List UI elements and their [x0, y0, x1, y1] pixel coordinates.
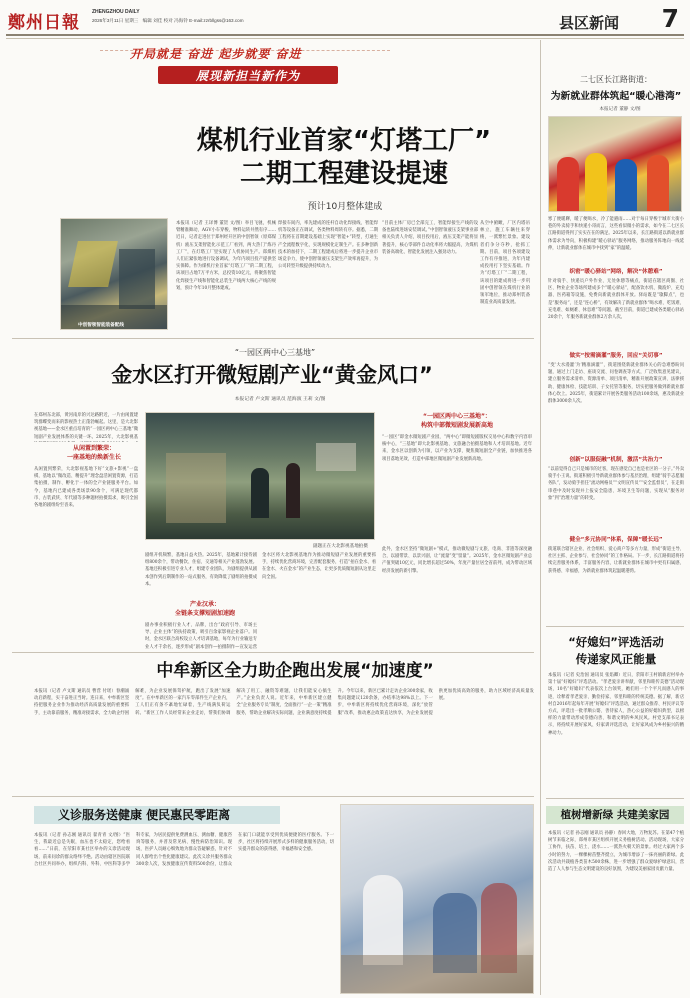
- article2-subhead3-a: “一园区两中心三基地”：: [423, 413, 491, 420]
- set-building-shape: [166, 453, 226, 523]
- divider-3: [12, 796, 534, 797]
- article2-kicker: “一园区两中心三基地”: [234, 348, 316, 357]
- side1-p2: 针对骑手、快递员户外作业、无处休憩等痛点，街道在辖区商圈、社区、物业企业等场所建成多个“暖心驿站”，配备饮水机、微波炉、充电器、医药箱等设施，免费向新就业群体开放。驿站既是“歇脚点”，也是“服务站”，还是“连心桥”，有效解决了新就业群体“喝水难、吃饭难、充电难、如厕难、休息难”等问题。截至目前，街道已建成各类暖心驿站20余个，年服务新就业群体2万余人次。: [548, 279, 684, 321]
- article2-subhead2: [155, 600, 255, 618]
- machine-shape: [119, 249, 155, 309]
- divider-1: [12, 338, 534, 339]
- newspaper-logo: [8, 8, 80, 33]
- article2-subhead1: [44, 444, 144, 462]
- masthead-rule-thin: [6, 38, 684, 39]
- article2-byline: 本报记者 卢文斯 通讯员 范海演 王莉 文/图: [234, 397, 326, 402]
- divider-2: [12, 652, 534, 653]
- article1-subtitle: 预计10月整体建成: [307, 202, 383, 212]
- side2-headline-line2: 传递家风正能量: [575, 652, 657, 666]
- clinic-photo: [340, 804, 534, 994]
- side1-subhead3: 创新“以服促融”机制，激活“共治力”: [569, 457, 663, 463]
- dateline: 2026年3月11日 星期三: [92, 18, 139, 23]
- section-header: [553, 6, 683, 32]
- person-shape: [251, 468, 269, 518]
- article1-col4: 从空中俯瞰，厂区内塔吊林立，施工车辆往来穿梭，一派繁忙景象。建设者们争分夺秒，抢抓工期。目前，项目各项建设工作有序推进，为年内建成投用打下坚实基础。作为“灯塔工厂”二期工程，该项目的建成将进一步巩固中创智领在煤机行业的领军地位，推动郑州装备制造业高质量发展。: [480, 221, 530, 306]
- article2-subhead1-b: 一座基地的焕新生长: [66, 454, 121, 461]
- table-shape: [341, 955, 534, 994]
- worker-shape-4: [647, 155, 669, 212]
- article1-headline: [148, 125, 540, 191]
- article1-headline-line1: 煤机行业首家“灯塔工厂”: [196, 126, 492, 156]
- article2-p5: 剧办事业积极行业人才、品牌，出台“政府引导、市场主导、企业主体”的扶持政策，吸引百余家影视企业落户。同时，金水区联合高校设立人才培训基地，每年为行业输送专业人才千余名，逐步形成“剧本创作—拍摄制作—宣发运营: [145, 623, 257, 650]
- worker-shape-3: [615, 159, 637, 212]
- article2-p3: 剧组开机频繁，基地日益火热。2025年，基地累计接待剧组800余个，带动餐饮、住宿、交通等相关产业蓬勃发展。基地还积极引进专业人才，组建专业团队，为剧组提供从剧本创作到后期制作的一站式服务，有效降低了剧组的拍摄成本。: [145, 553, 257, 587]
- campaign-banner: [100, 42, 390, 100]
- article2-intro: 在郑州东北部，黄河南岸的兴达路附近，一片由闲置建筑群蝶变而来的影视热土正蓬勃崛起。这里，是大北影视基地——金水区重点培育的“一园区两中心三基地”微短剧产业发展体系的关键一环。2025年，大北影视基: [34, 413, 138, 440]
- camera-rig-shape: [316, 443, 356, 471]
- banner-subtitle: 展现新担当新作为: [195, 69, 300, 83]
- side-divider-2: [546, 798, 684, 799]
- article2-subhead2-a: 产业汉承：: [189, 601, 220, 608]
- side1-byline: 本报记者 董静 文/图: [599, 107, 641, 112]
- masthead-rule: [6, 34, 684, 36]
- side3-body: 本报讯（记者 孙志刚 通讯员 孙静）春回大地，万物复苏。在第47个植树节来临之际，郑州市某区组织开展义务植树活动。活动现场，大家分工协作，扶苗、培土、浇水……一派热火朝天的景象。经过大家两个多小时的努力，一棵棵树苗整齐挺立，为城市增添了一抹亮丽的新绿。此次活动共栽植各类苗木500余株，进一步增强了群众爱绿护绿意识，营造了人人参与生态文明建设的良好氛围，为建设美丽家园贡献力量。: [548, 831, 684, 873]
- article2-subhead1-a: 从闲置到繁荣：: [72, 445, 115, 452]
- article3-headline: 中牟新区全力助企跑出发展“加速度”: [156, 661, 434, 681]
- side3-headline: 植树增新绿 共建美家园: [560, 809, 670, 821]
- side2-headline-line1: “好媳妇”评选活动: [568, 635, 664, 649]
- side1-headline: 为新就业群体筑起“暖心港湾”: [550, 91, 682, 102]
- side-divider-1: [546, 626, 684, 627]
- article2-p4: 金水区将大北影视基地作为推动微短剧产业发展的重要抓手，持续优化营商环境，完善配套服务，打造“拍在金水、看在金水、火在金水”的产业生态，让更多优质微短剧从这里走向全国。: [262, 553, 376, 580]
- side1-subhead2: 做实“按需滴灌”服务，回应“关切事”: [569, 353, 663, 359]
- side1-p5: 街道联合辖区企业、社会组织、爱心商户等多方力量，形成“街道主导、社区主抓、企业参与、社会协同”的工作格局。下一步，长江路街道将持续完善服务体系，丰富服务内容，让新就业群体在城市中更有归属感、获得感、幸福感，为新就业群体筑起温暖港湾。: [548, 547, 684, 574]
- section-title: 县区新闻: [559, 14, 620, 32]
- side1-kicker: 二七区长江路街道：: [580, 75, 652, 84]
- article1-col3: “目前主体厂房已全部完工，智能焊接生产线的设备也陆续进场安装调试。”中创智领液压支架事业部相关负责人介绍，项目投用后，液压支架产能将显著提升，核心零部件自动化率将大幅提高，为煤机装备高端化、智能化发展注入强劲动力。: [382, 221, 478, 255]
- article1-headline-line2: 二期工程建设提速: [239, 159, 448, 189]
- side2-body: 本报讯（记者 史治国 通讯员 张焰卿）近日，荥阳市王村镇新店村举办第十届“好媳妇”评选活动。“孝老爱亲讲奉献，邻里和睦传美德”活动现场，10名“好媳妇”代表依次上台领奖，她们用一个个平凡而感人的事迹，诠释着孝老爱亲、勤俭持家、邻里和睦的传统美德。据了解，新店村自2016年起每年开展“好媳妇”评选活动，通过群众推荐、村民评议等方式，评选出一批孝顺公婆、善待家人、热心公益的好媳妇典型，以榜样的力量带动形成崇德向善、和谐文明的乡风民风。村党支部书记表示，将持续开展好家风、好家训评选活动，让好家风成为乡村振兴的精神动力。: [548, 673, 684, 736]
- side1-p1: 寒了便暖聊，暖了便喝水，冷了能避雨……对于每日穿梭于城市大街小巷的外卖骑手和快递小哥而言，这些看似微小的需求，如今在二七区长江路街道得到了实实在在的满足。2025年以来，长江路街道以新就业群体需求为导向，积极构建“暖心驿站”服务网络，推动服务阵地向一线延伸，让新就业群体在城市中找到“家”的温暖。: [548, 217, 684, 251]
- side1-subhead1: 织密“暖心驿站”网络，解决“休憩难”: [569, 269, 663, 275]
- masthead-pinyin: ZHENGZHOU DAILY: [92, 9, 140, 15]
- article2-subhead3: [382, 412, 532, 430]
- side1-subhead4: 健全“多元协同”体系，保障“暖长远”: [569, 537, 663, 543]
- article2-p7: 此外，金水区坚持“微短剧+”模式，推动微短剧与文旅、电商、非遗等深度融合，以剧带景、以景兴剧，让“流量”变“留量”。2025年，金水区微短剧产业总产值突破10亿元，同比增长超过50%，年度产量位居全省前列，成为带动区域经济发展的新引擎。: [382, 547, 532, 574]
- page-number: 7: [661, 4, 679, 33]
- side2-headline: [546, 634, 686, 668]
- article2-p2: 从闲置到繁荣，大北影视基地下好“文旅+影视”一盘棋，基地以“微改造、精提升”理念盘活闲置资源，打造集拍摄、制作、孵化于一体的全产业链服务平台。如今，基地内已建成各类场景90余个，可满足现代都市、古装武侠、年代剧等多种题材拍摄需求，吸引全国各地的剧组纷至沓来。: [34, 467, 138, 509]
- robot-arm-shape: [68, 241, 118, 287]
- side1-p3: “变‘大水漫灌’为‘精准滴灌’”，街道围绕新就业群体关心的急难愁盼问题，通过上门走访、座谈交流、问卷调查等方式，广泛收集意见建议，建立服务需求清单、资源清单、项目清单，精准开展政策宣讲、法律援助、健康体检、技能培训、子女托管等服务，切实把服务做到新就业群体心坎上。2025年，街道累计开展各类服务活动100余场，惠及新就业群体3000余人次。: [548, 363, 684, 405]
- logo-text: 鄭州日報: [8, 13, 80, 33]
- article2-p6: “一园区”即金水微短剧产业园，“两中心”即微短剧版权交易中心和数字内容审核中心，“三基地”即大北影视基地、文旅融合拍摄基地和人才培训基地。近年来，金水区以创新为引领，以产业为支撑，聚焦微短剧全产业链，加快推进各项目落地见效，打造中部地区微短剧产业发展新高地。: [382, 435, 532, 462]
- side1-p4: “以前觉得自己只是城市的过客，现在感觉自己也是社区的一分子。”外卖骑手小王说。街道积极引导新就业群体参与基层治理，组建“骑手志愿服务队”，发动骑手担任“流动网格员”“文明宣传员”“安全监督员”，在走街串巷中及时发现并上报安全隐患、环境卫生等问题，实现从“服务对象”到“治理力量”的转变。: [548, 467, 684, 501]
- article1-col2: 焊接车间内，率先建成的连杆自动化焊接线、智能焊机等设备正在调试，各类物料周转有序。据悉，二期工程将在首期建设基础上实现“智能+”转型，打通生产全流程数字化，实现规模化定制生产。在多种创新技术的加持下，二期工程建成后将进一步提升企业市场竞争力，使中创智领液压支架生产效率再提升，为公司转型升级提供持续动力。: [278, 221, 378, 270]
- worker-shape-1: [557, 157, 579, 212]
- article4-headline: 义诊服务送健康 便民惠民零距离: [58, 808, 231, 822]
- article4-body: 本报讯（记者 孙志刚 通讯员 翟青青 文/图）“医生，我最近总是失眠，血压也不太稳定，您给看看……”日前，在荥阳市某社区举办的义诊活动现场，前来问诊的群众络绎不绝。活动由辖区医院联合社区共同举办，组织内科、外科、中医科等多学科专家，为居民提供免费测血压、测血糖、健康咨询等服务，并普及常见病、慢性病防治知识。现场，医护人员耐心细致地为群众答疑解惑，针对不同人群给出个性化健康建议。此次义诊共服务群众300余人次，发放健康宣传资料500余份，让群众在家门口就能享受到优质便捷的医疗服务。下一步，社区将持续开展形式多样的健康服务活动，切实提升群众的获得感、幸福感和安全感。: [34, 833, 334, 867]
- article2-subhead3-b: 构筑中部微短剧发展新高地: [420, 422, 493, 429]
- masthead-date: [92, 18, 244, 24]
- worker-shape-2: [585, 153, 607, 212]
- person-shape-2: [286, 463, 300, 518]
- article3-body: 本报讯（记者 卢文斯 通讯员 曹营 付瑶）春潮涌动启新程，实干奋进正当时。连日来，中牟新区坚持把服务企业作为推动经济高质量发展的重要抓手，主动靠前服务，精准对接需求，全力助企纾困解难，为企业发展保驾护航，跑出了发展“加速度”。在中牟新区的一家汽车零部件生产企业内，工人们正有条不紊地忙碌着，生产线满负荷运转。“新区工作人员经常来企业走访，帮我们协调解决了用工、融资等难题，让我们能安心搞生产。”企业负责人说。近年来，中牟新区建立健全“企业服务专员”制度，全面推行“一企一策”精准服务，帮助企业解决实际问题，企业满意度持续提升。今年以来，新区已累计走访企业300余家，收集问题建议120余条，办结率达98%以上。下一步，中牟新区将持续优化营商环境，深化“放管服”改革，推动惠企政策直达快享，为企业发展提供更加优质高效的服务，助力区域经济高质量发展。: [34, 689, 534, 716]
- workers-photo: [548, 116, 682, 212]
- article1-col1: 本报讯（记者 王译博 董贺 文/图）举目飞驰，机械臂精准舞动，AGV小车穿梭，物料运转井然有序……近日，记者走进位于郑州经开区的中创智领（原郑煤机）液压支架智能化示范工厂看到，两大热门“炼丹工厂”，在灯塔工厂里实现了人机协同生产。郑煤机人们正紧张地进行设备调试，为年内项目投产提供坚实保障。作为煤机行业首家“灯塔工厂”的二期工程，该项目占地7万平方米，总投资10亿元，将聚焦智能化焊接生产线和智能化总装生产线两大核心产线的规划，预计今年10月整体建成。: [176, 221, 276, 291]
- banner-slogan: 开局就是 奋进 起步就要 奋进: [130, 47, 302, 61]
- article2-headline: 金水区打开微短剧产业“黄金风口”: [111, 363, 433, 387]
- factory-photo: [60, 218, 168, 330]
- doctor-shape: [363, 875, 403, 965]
- editor-credits: 编辑 刘佳 校对 冯海铃 E-mail:zzrbllgss@163.com: [142, 18, 244, 23]
- column-divider: [540, 40, 541, 995]
- studio-photo-caption: 副题正在大北影视基地拍摄: [312, 544, 368, 549]
- factory-photo-caption: 中创智领智能装备配线: [78, 323, 124, 328]
- article2-subhead2-b: 全链条支撑短剧加速跑: [174, 610, 235, 617]
- studio-photo: [145, 412, 375, 540]
